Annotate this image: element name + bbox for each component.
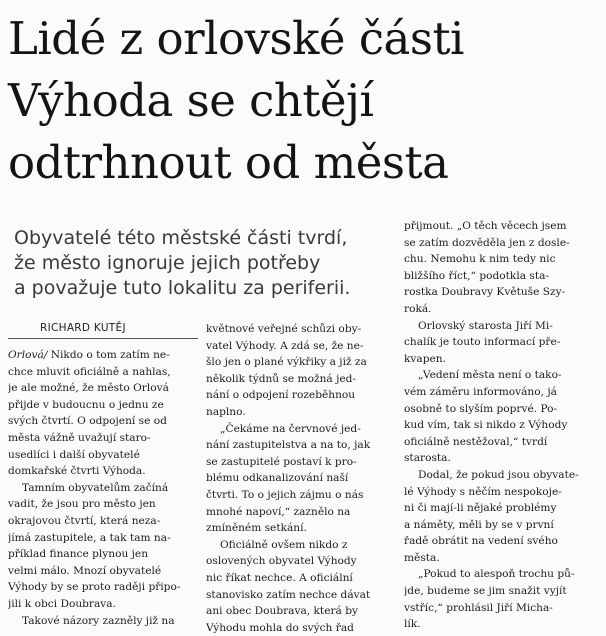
text-line: blému odkanalizování naší — [206, 472, 349, 485]
paragraph — [8, 347, 198, 480]
text-line: kvapen. — [404, 352, 446, 365]
article-column-3 — [404, 218, 600, 633]
paragraph — [8, 613, 198, 630]
text-line: vatel Výhody. A zdá se, že ne- — [206, 339, 364, 352]
text-line-rest: Nikdo o tom zatím ne- — [47, 349, 170, 361]
deck-subtitle — [14, 226, 394, 301]
text-line: zmíněném setkání. — [206, 522, 307, 535]
text-line: Tamním obyvatelům začíná — [22, 481, 169, 494]
text-line: vstříc,“ prohlásil Jiří Micha- — [404, 601, 553, 614]
text-line: příklad finance plynou jen — [8, 548, 149, 561]
text-line: usedlíci i další obyvatelé — [8, 448, 140, 461]
text-line: vadit, že jsou pro město jen — [8, 498, 156, 511]
text-line: ani obec Doubrava, která by — [206, 605, 358, 618]
text-line: a náměty, měli by se v první — [404, 518, 554, 531]
text-line: stanovisko zatím nechce dávat — [206, 588, 371, 601]
text-line: několik týdnů se možná jed- — [206, 372, 356, 385]
byline-rule — [8, 338, 198, 339]
text-line: chce mluvit oficiálně a nahlas, — [8, 365, 171, 378]
text-line: chu. Nemohu k nim tedy nic — [404, 253, 556, 266]
text-line: města. — [404, 551, 440, 564]
text-line: domkařské čtvrti Výhoda. — [8, 465, 146, 478]
text-line: velmi málo. Mnozí obyvatelé — [8, 564, 162, 577]
deck-line: že město ignoruje jejich potřeby — [14, 252, 321, 274]
text-line: jili k obci Doubrava. — [8, 597, 116, 610]
paragraph — [404, 566, 600, 632]
text-line: osobně to slyším poprvé. Po- — [404, 402, 558, 415]
paragraph — [8, 480, 198, 613]
article-column-1 — [8, 347, 198, 629]
text-line — [8, 347, 198, 364]
text-line: Dodal, že pokud jsou obyvate- — [418, 468, 579, 481]
text-line: starosta. — [404, 452, 451, 465]
text-line: se zatím dozvěděla jen z dosle- — [404, 236, 570, 249]
text-line: lé Výhody s něčím nespokoje- — [404, 485, 562, 498]
text-line: města vážně uvažují staro- — [8, 431, 151, 444]
headline-line: Výhoda se chtějí — [8, 74, 374, 127]
text-line: Orlovský starosta Jiří Mi- — [418, 319, 553, 332]
text-line: ni či mají-li nějaké problémy — [404, 502, 557, 515]
text-line: mnohé napoví,“ zaznělo na — [206, 505, 351, 518]
text-line: chalík je touto informací pře- — [404, 336, 561, 349]
text-line: čtvrti. To o jejich zájmu o nás — [206, 488, 364, 501]
text-line: roká. — [404, 302, 432, 315]
text-line: Oficiálně ovšem nikdo z — [220, 538, 348, 551]
text-line: kud vím, tak si nikdo z Výhody — [404, 419, 568, 432]
text-line: lík. — [404, 618, 421, 631]
text-line: „Pokud to alespoň trochu pů- — [418, 568, 575, 581]
text-line: oficiálně nestěžoval,“ tvrdí — [404, 435, 548, 448]
text-line: nic říkat nechce. A oficiální — [206, 571, 353, 584]
headline — [8, 8, 600, 194]
text-line: Takové názory zazněly již na — [22, 614, 175, 627]
text-line: svých čtvrtí. O odpojení se od — [8, 415, 167, 428]
text-line: přijde v budoucnu o jednu ze — [8, 398, 164, 411]
paragraph — [404, 218, 600, 318]
text-line: „Čekáme na červnové jed- — [220, 422, 361, 435]
paragraph — [206, 421, 398, 537]
text-line: řadě obrátit na vedení svého — [404, 535, 558, 548]
text-line: jímá zastupitele, a tak tam na- — [8, 531, 171, 544]
text-line: naplno. — [206, 405, 246, 418]
text-line: je ale možné, že město Orlová — [8, 382, 169, 395]
deck-line: Obyvatelé této městské části tvrdí, — [14, 227, 348, 249]
text-line: oslovených obyvatel Výhody — [206, 555, 357, 568]
paragraph — [404, 367, 600, 467]
byline: RICHARD KUTĚJ — [40, 322, 126, 334]
article-column-2 — [206, 321, 398, 636]
paragraph — [404, 467, 600, 567]
text-line: nání zastupitelstva a na to, jak — [206, 439, 371, 452]
text-line: okrajovou čtvrtí, která neza- — [8, 514, 161, 527]
text-line: se zastupitelé postaví k pro- — [206, 455, 357, 468]
text-line: vém záměru informováno, já — [404, 385, 557, 398]
paragraph — [206, 321, 398, 421]
deck-line: a považuje tuto lokalitu za periferii. — [14, 277, 351, 299]
text-line: Výhodu mohla do svých řad — [206, 621, 354, 634]
text-line: jde, budeme se jim snažit vyjít — [404, 585, 567, 598]
text-line: nání o odpojení rozeběhnou — [206, 389, 356, 402]
headline-line: Lidé z orlovské části — [8, 12, 464, 65]
text-line: bližšího říct,“ podotkla sta- — [404, 269, 549, 282]
text-line: rostka Doubravy Květuše Szy- — [404, 286, 566, 299]
text-line: květnové veřejné schůzi oby- — [206, 323, 362, 335]
text-line: „Vedení města není o tako- — [418, 369, 562, 382]
paragraph — [206, 537, 398, 636]
headline-line: odtrhnout od města — [8, 136, 449, 189]
text-line: přijmout. „O těch věcech jsem — [404, 220, 567, 232]
dateline: Orlová/ — [8, 349, 48, 361]
paragraph — [404, 318, 600, 368]
text-line: Výhody by se proto raději připo- — [8, 581, 181, 594]
text-line: šlo jen o plané výkřiky a již za — [206, 356, 367, 369]
